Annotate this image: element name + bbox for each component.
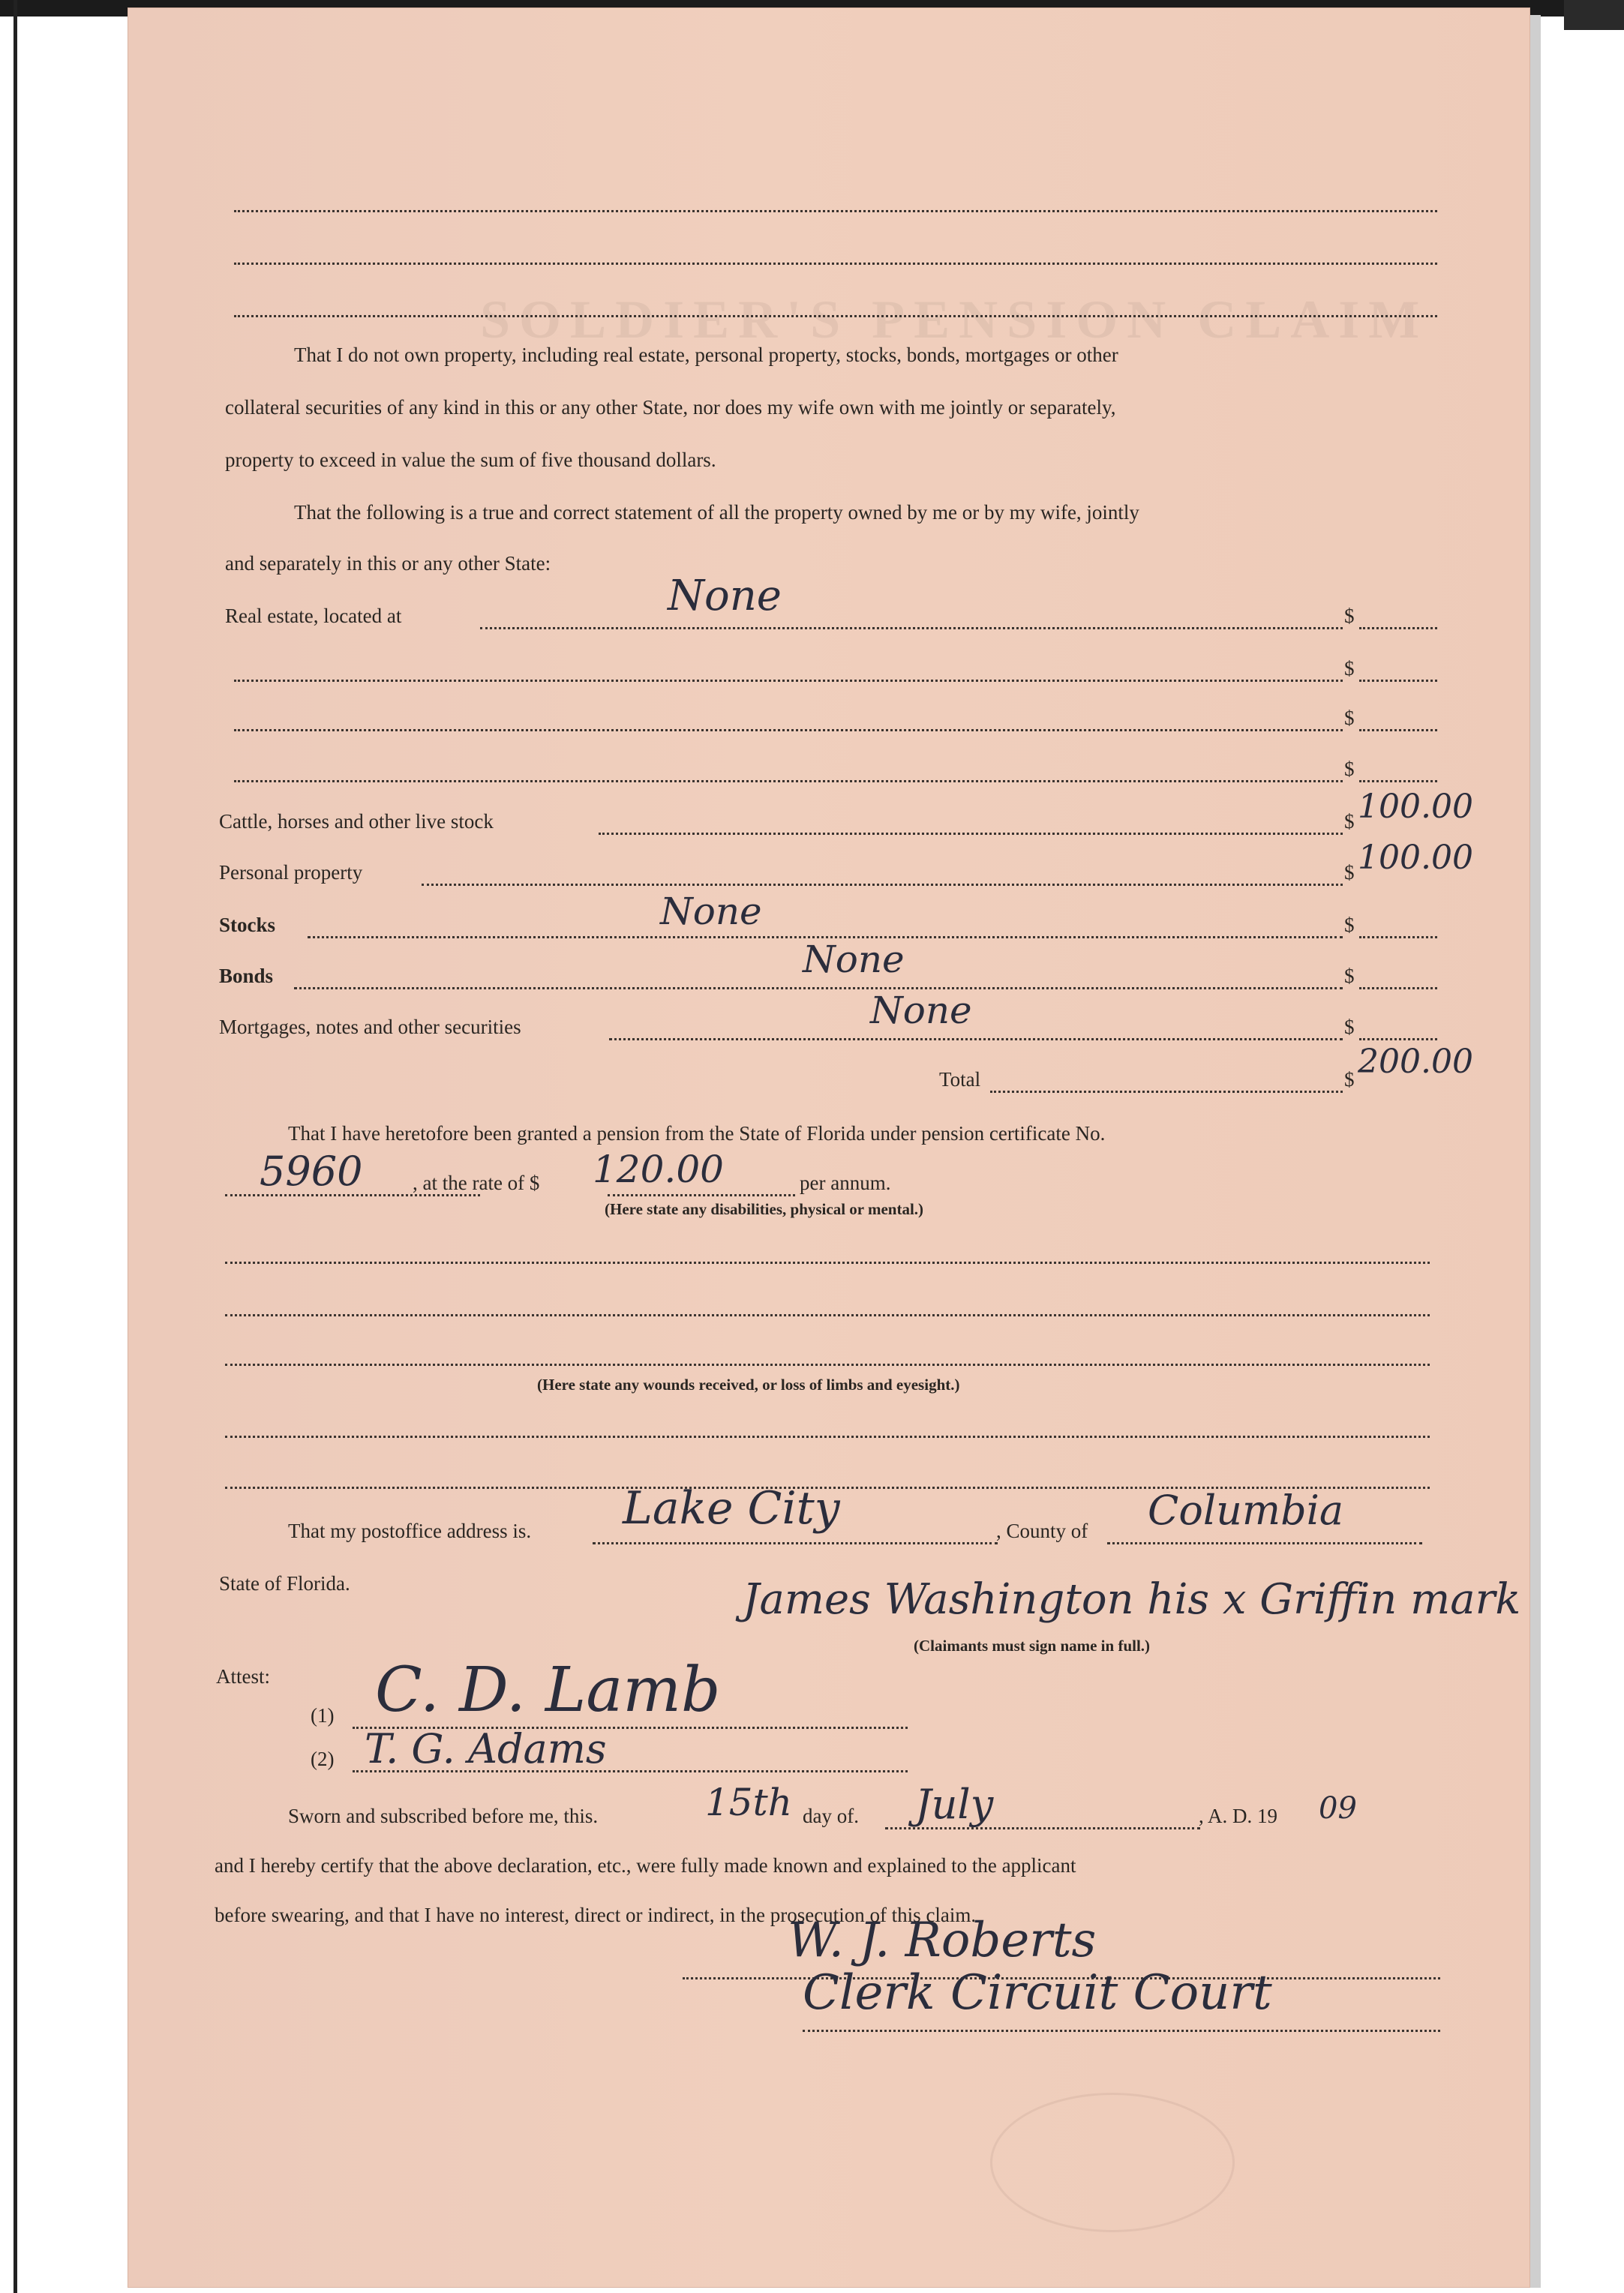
address-city: Lake City [623,1482,840,1535]
real-estate-line [480,627,1343,629]
personal-property-line [422,884,1343,886]
certify-line-2: before swearing, and that I have no interest, direct or indirect, in the prosecution of this claim. [215,1904,977,1926]
sworn-month: July [915,1781,994,1828]
amount-line [1359,729,1437,731]
cattle-label: Cattle, horses and other live stock [219,810,494,833]
disabilities-line-3 [225,1364,1430,1366]
certificate-number: 5960 [260,1148,363,1195]
real-estate-blank-3 [234,780,1343,782]
month-line [885,1827,1200,1829]
address-label: That my postoffice address is. [288,1520,532,1542]
declaration-line-1: That I do not own property, including real estate, personal property, stocks, bonds, mortgages or other [294,344,1118,366]
witness-1-signature: C. D. Lamb [375,1655,721,1726]
total-amount: 200.00 [1358,1043,1473,1081]
real-estate-blank-1 [234,680,1343,682]
total-line [990,1091,1343,1093]
blank-line-3 [234,315,1437,317]
disabilities-line-1 [225,1262,1430,1264]
county-label: , County of [996,1520,1088,1542]
cattle-amount: 100.00 [1358,788,1473,826]
mortgages-value: None [870,989,972,1032]
wounds-line-1 [225,1436,1430,1438]
address-line [593,1542,998,1544]
amount-line [1359,936,1437,938]
per-annum: per annum. [800,1172,891,1194]
real-estate-amount-line [1359,627,1437,629]
official-title-line [803,2030,1440,2032]
certify-line-1: and I hereby certify that the above declaration, etc., were fully made known and explained to the applicant [215,1854,1076,1877]
ad-label: , A. D. 19 [1199,1805,1278,1827]
bonds-label: Bonds [219,965,274,987]
bonds-line [294,987,1343,989]
disabilities-line-2 [225,1314,1430,1316]
sworn-year: 09 [1319,1791,1357,1826]
dollar-sign: $ [1344,965,1355,987]
witness-2-signature: T. G. Adams [365,1725,607,1772]
personal-property-label: Personal property [219,861,363,884]
state-label: State of Florida. [219,1572,350,1595]
address-county: Columbia [1148,1487,1344,1534]
amount-line [1359,780,1437,782]
scan-left-edge [14,0,17,2293]
page-shadow [1530,15,1541,2288]
embossed-seal [990,2093,1235,2232]
dollar-sign: $ [1344,861,1355,884]
declaration-line-2: collateral securities of any kind in this or any other State, nor does my wife own with me jointly or separately, [225,396,1116,419]
mortgages-line [609,1038,1343,1040]
total-label: Total [939,1068,981,1091]
amount-line [1359,680,1437,682]
amount-line [1359,1038,1437,1040]
real-estate-value: None [668,572,782,620]
declaration-line-4: That the following is a true and correct statement of all the property owned by me or by my wife, jointly [294,501,1139,524]
declaration-line-3: property to exceed in value the sum of five thousand dollars. [225,449,716,471]
real-estate-label: Real estate, located at [225,605,402,627]
rate-label: , at the rate of $ [413,1172,540,1194]
claimant-caption: (Claimants must sign name in full.) [914,1637,1151,1655]
blank-line-2 [234,263,1437,265]
declaration-line-5: and separately in this or any other State: [225,552,551,575]
claimant-signature: James Washington his x Griffin mark [743,1575,1521,1624]
dollar-sign: $ [1344,605,1355,627]
mortgages-label: Mortgages, notes and other securities [219,1016,521,1038]
personal-property-amount: 100.00 [1358,839,1473,877]
witness-1-number: (1) [311,1704,335,1727]
dollar-sign: $ [1344,1068,1355,1091]
witness-2-number: (2) [311,1748,335,1770]
official-signature: W. J. Roberts [788,1913,1097,1968]
disabilities-caption: (Here state any disabilities, physical or mental.) [605,1200,924,1218]
county-line [1107,1542,1422,1544]
wounds-caption: (Here state any wounds received, or loss of limbs and eyesight.) [537,1376,960,1394]
pension-form-page [128,8,1530,2288]
dollar-sign: $ [1344,707,1355,729]
pension-statement: That I have heretofore been granted a pension from the State of Florida under pension certificate No. [288,1122,1106,1145]
pension-rate: 120.00 [593,1148,724,1191]
dollar-sign: $ [1344,657,1355,680]
sworn-day: 15th [705,1781,792,1824]
amount-line [1359,987,1437,989]
bleed-through-text: SOLDIER'S PENSION CLAIM [480,290,1429,350]
dollar-sign: $ [1344,810,1355,833]
blank-line-1 [234,210,1437,212]
attest-label: Attest: [216,1665,270,1688]
real-estate-blank-2 [234,729,1343,731]
sworn-text: Sworn and subscribed before me, this. [288,1805,599,1827]
cattle-line [599,833,1343,835]
scan-corner [1564,0,1624,30]
rate-line [608,1194,795,1196]
stocks-value: None [660,890,762,933]
dollar-sign: $ [1344,1016,1355,1038]
dollar-sign: $ [1344,914,1355,936]
official-title: Clerk Circuit Court [803,1965,1272,2021]
dollar-sign: $ [1344,758,1355,780]
day-of-label: day of. [803,1805,859,1827]
stocks-label: Stocks [219,914,276,936]
bonds-value: None [803,938,905,981]
